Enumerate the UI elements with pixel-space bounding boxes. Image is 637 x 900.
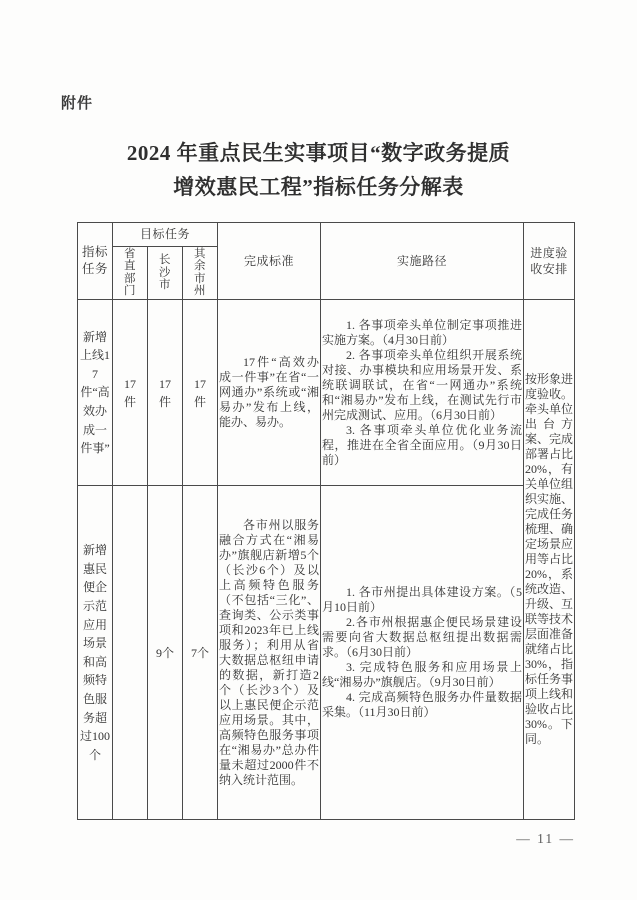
row2-indicator-text: 新增惠民便企示范应用场景和高频特色服务超过100个 <box>79 543 110 762</box>
header-progress-acceptance-label: 进度验收安排 <box>530 245 568 277</box>
row2-completion-standard-text: 各市州以服务融合方式在“湘易办”旗舰店新增5个（长沙6个）及以上高频特色服务（不包括“三化”、查询类、公示类事项和2023年已上线服务）；利用从省大数据总枢纽申请的数据，新打造2个（长沙3个）及以上惠民便企示范应用场景。其中，高频特色服务事项在“湘易办”总办件量未超过2000件不纳入统计范围。 <box>219 517 319 787</box>
header-progress-acceptance <box>524 223 575 300</box>
row1-changsha-value <box>148 300 183 486</box>
row1-completion-standard-cell <box>218 300 321 486</box>
progress-acceptance-text: 按形象进度验收。牵头单位出台方案、完成部署占比20%，有关单位组织实施、完成任务梳理、确定场景应用等占比20%，系统改造、升级、互联等技术层面准备就绪占比30%，指标任务事项上线和验收占比30%。下同。 <box>525 372 574 747</box>
row2-implementation-path-cell <box>321 486 524 820</box>
table-row-1 <box>78 300 575 486</box>
table-row-2 <box>78 486 575 820</box>
path-step: 3. 完成特色服务和应用场景上线“湘易办”旗舰店。（9月30日前） <box>322 660 522 690</box>
page-title <box>40 136 597 204</box>
row2-other-value <box>183 486 218 820</box>
row2-other-text: 7个 <box>190 645 209 660</box>
page-number: — 11 — <box>516 831 575 846</box>
header-target-task: 目标任务 <box>113 223 218 247</box>
header-provincial-departments-label: 省直部门 <box>124 248 136 298</box>
row1-indicator-text: 新增上线17件“高效办成一件事” <box>79 329 110 456</box>
task-breakdown-table <box>77 222 575 820</box>
progress-acceptance-cell <box>524 300 575 820</box>
row1-other-text: 17件 <box>193 376 206 409</box>
row1-completion-standard-text: 17件“高效办成一件事”在省“一网通办”系统或“湘易办”发布上线，能办、易办。 <box>219 355 319 430</box>
row2-provincial-value <box>113 486 148 820</box>
attachment-label: 附件 <box>61 96 94 112</box>
header-other-cities <box>183 247 218 300</box>
header-other-cities-label: 其余市州 <box>194 248 206 298</box>
path-step: 2. 各事项牵头单位组织开展系统对接、办事模块和应用场景开发、系统联调联试，在省“一网通办”系统和“湘易办”发布上线，在测试先行市州完成测试、应用。（6月30日前） <box>322 347 522 422</box>
path-step: 4. 完成高频特色服务办件量数据采集。（11月30日前） <box>322 690 522 720</box>
row2-changsha-text: 9个 <box>155 645 174 660</box>
path-step: 2.各市州根据惠企便民场景建设需要向省大数据总枢纽提出数据需求。（6月30日前） <box>322 615 522 660</box>
header-indicator-task <box>78 223 113 300</box>
row1-indicator-cell <box>78 300 113 486</box>
row2-indicator-cell <box>78 486 113 820</box>
row1-changsha-text: 17件 <box>158 376 171 409</box>
header-indicator-task-label: 指标任务 <box>81 245 108 277</box>
path-step: 1. 各市州提出具体建设方案。（5月10日前） <box>322 585 522 615</box>
page-title-line2: 增效惠民工程”指标任务分解表 <box>173 175 464 200</box>
row1-provincial-text: 17件 <box>123 376 136 409</box>
header-changsha-label: 长沙市 <box>159 254 171 292</box>
row2-changsha-value <box>148 486 183 820</box>
header-completion-standard: 完成标准 <box>218 223 321 300</box>
row1-implementation-path-cell <box>321 300 524 486</box>
row2-completion-standard-cell <box>218 486 321 820</box>
page-title-line1: 2024 年重点民生实事项目“数字政务提质 <box>126 141 511 165</box>
path-step: 1. 各事项牵头单位制定事项推进实施方案。（4月30日前） <box>322 317 522 347</box>
row1-other-value <box>183 300 218 486</box>
header-implementation-path: 实施路径 <box>321 223 524 300</box>
row1-provincial-value <box>113 300 148 486</box>
header-changsha <box>148 247 183 300</box>
header-row-1 <box>78 223 575 247</box>
header-provincial-departments <box>113 247 148 300</box>
path-step: 3. 各事项牵头单位优化业务流程，推进在全省全面应用。（9月30日前） <box>322 422 522 467</box>
